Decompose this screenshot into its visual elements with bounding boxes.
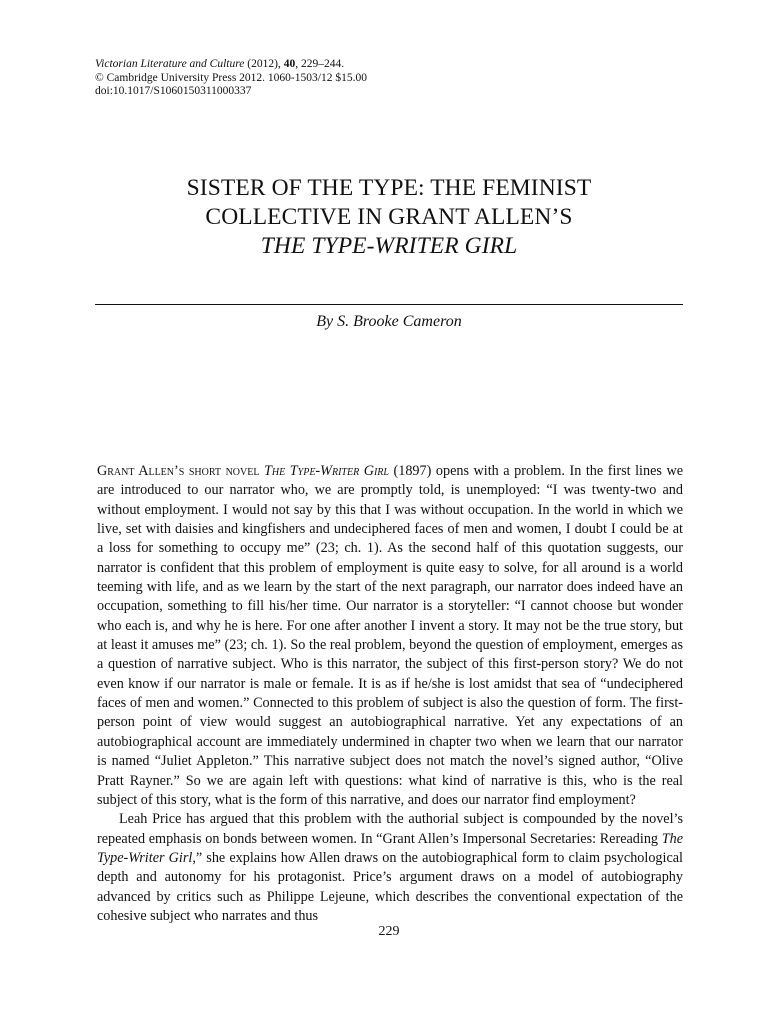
- author-byline: By S. Brooke Cameron: [316, 313, 462, 330]
- title-divider: [95, 304, 683, 305]
- title-line-3: THE TYPE-WRITER GIRL: [260, 233, 518, 259]
- paragraph-1: [97, 462, 683, 810]
- paragraph-lead: Grant Allen’s short novel: [97, 463, 264, 479]
- paragraph-2-text-a: Leah Price has argued that this problem with the authorial subject is compounded by the novel’s repeated emphasis on bonds between women. In “Grant Allen’s Impersonal Secretaries: Rereading: [97, 811, 683, 847]
- title-line-1: SISTER OF THE TYPE: THE FEMINIST: [186, 175, 592, 201]
- article-body: [97, 462, 683, 926]
- paragraph-2-italic-title: The Type-Writer Girl: [97, 830, 683, 866]
- citation-year: (2012),: [244, 58, 284, 70]
- journal-name: Victorian Literature and Culture: [95, 58, 245, 70]
- page-number: 229: [378, 924, 400, 939]
- doi-line: doi:10.1017/S1060150311000337: [95, 85, 252, 97]
- paragraph-1-text: (1897) opens with a problem. In the first lines we are introduced to our narrator who, we are promptly told, is unemployed: “I was twenty-two and without employment. I would not say by this that I was without occupation. In the world in which we live, set with daisies and kingfishers and undeciphered faces of men and women, I doubt I could be at a loss for something to occupy me” (23; ch. 1). As the second half of this quotation suggests, our narrator is confident that this problem of employment is quite easy to solve, for all around is a world teeming with life, and as we learn by the start of the next paragraph, our narrator does indeed have an occupation, something to fill his/her time. Our narrator is a storyteller: “I cannot choose but wonder who each is, and why he is here. For one after another I invent a story. It may not be the true story, but at least it amuses me” (23; ch. 1). So the real problem, beyond the question of employment, emerges as a question of narrative subject. Who is this narrator, the subject of this first-person story? We do not even know if our narrator is male or female. It is as if he/she is lost amidst that sea of “undeciphered faces of men and women.” Connected to this problem of subject is also the question of form. The first-person point of view would suggest an autobiographical narrative. Yet any expectations of an autobiographical account are immediately undermined in chapter two when we learn that our narrator is named “Juliet Appleton.” This narrative subject does not match the novel’s signed author, “Olive Pratt Rayner.” So we are again left with questions: what kind of narrative is this, who is the real subject of this story, what is the form of this narrative, and does our narrator find employment?: [97, 463, 683, 808]
- title-line-2: COLLECTIVE IN GRANT ALLEN’S: [205, 204, 573, 230]
- journal-citation-line: [95, 58, 367, 72]
- journal-citation-header: [95, 58, 367, 99]
- article-title: [95, 174, 683, 261]
- novel-title: The Type-Writer Girl: [264, 463, 389, 479]
- page-range: , 229–244.: [295, 58, 345, 70]
- paragraph-2-text-b: ,” she explains how Allen draws on the autobiographical form to claim psychological depth and autonomy for his protagonist. Price’s argument draws on a model of autobiography advanced by critics such as Philippe Lejeune, which describes the conventional expectation of the cohesive subject who narrates and thus: [97, 849, 683, 924]
- paragraph-2: [97, 810, 683, 926]
- copyright-line: © Cambridge University Press 2012. 1060-1503/12 $15.00: [95, 71, 367, 84]
- volume-number: 40: [283, 58, 296, 70]
